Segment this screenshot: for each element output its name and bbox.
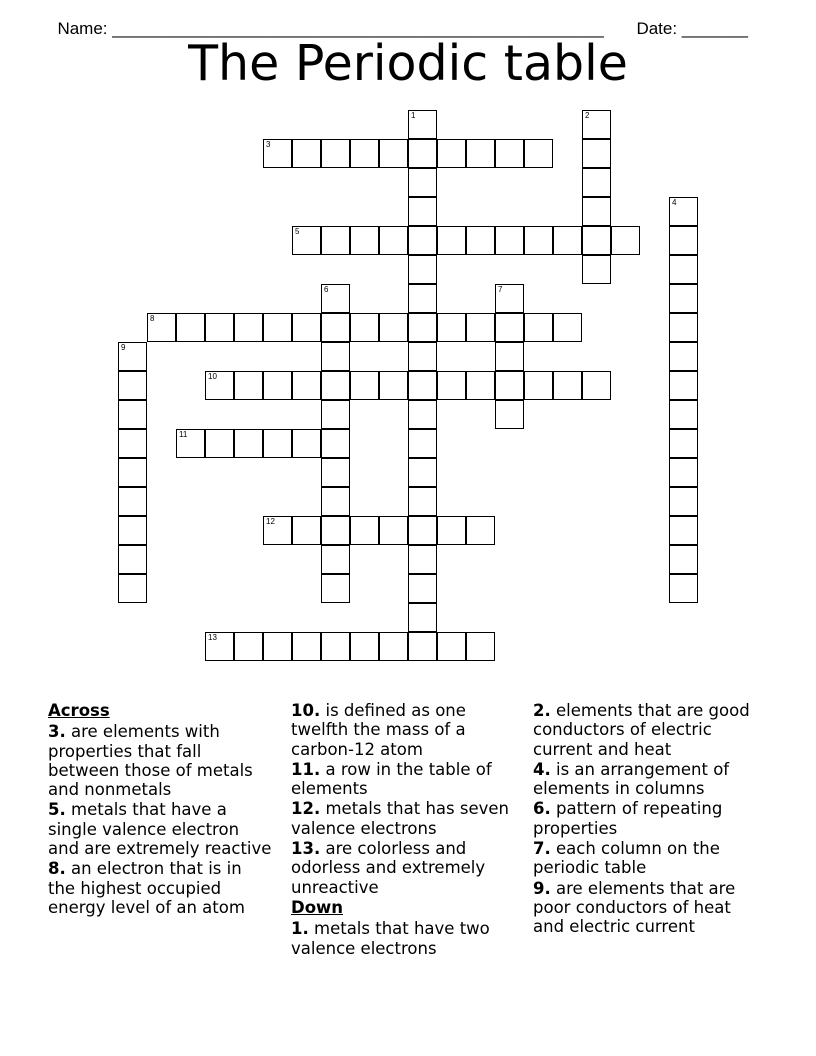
crossword-cell[interactable] xyxy=(408,458,437,487)
crossword-cell[interactable] xyxy=(176,313,205,342)
cell-number: 1 xyxy=(411,111,416,120)
crossword-cell[interactable] xyxy=(524,313,553,342)
crossword-cell[interactable] xyxy=(408,197,437,226)
crossword-cell[interactable] xyxy=(118,458,147,487)
crossword-cell[interactable] xyxy=(669,516,698,545)
crossword-cell[interactable] xyxy=(263,139,292,168)
clue-text: elements that are good conductors of electric current and heat xyxy=(533,701,750,759)
clue-down-9 xyxy=(533,879,758,937)
crossword-cell[interactable] xyxy=(495,371,524,400)
crossword-cell[interactable] xyxy=(553,313,582,342)
cell-number: 10 xyxy=(208,372,217,381)
cell-number: 7 xyxy=(498,285,503,294)
crossword-cell[interactable] xyxy=(263,313,292,342)
crossword-cell[interactable] xyxy=(582,226,611,255)
cell-number: 12 xyxy=(266,517,275,526)
crossword-cell[interactable] xyxy=(669,226,698,255)
crossword-cell[interactable] xyxy=(466,226,495,255)
cell-number: 11 xyxy=(179,430,188,439)
crossword-cell[interactable] xyxy=(379,632,408,661)
clue-text: pattern of repeating properties xyxy=(533,799,723,838)
crossword-cell[interactable] xyxy=(292,632,321,661)
cell-number: 13 xyxy=(208,633,217,642)
crossword-cell[interactable] xyxy=(408,255,437,284)
crossword-cell[interactable] xyxy=(408,284,437,313)
crossword-cell[interactable] xyxy=(379,226,408,255)
clue-number: 3. xyxy=(48,722,66,742)
crossword-cell[interactable] xyxy=(350,516,379,545)
crossword-cell[interactable] xyxy=(582,197,611,226)
crossword-cell[interactable] xyxy=(234,371,263,400)
clue-down-7 xyxy=(533,839,758,878)
crossword-cell[interactable] xyxy=(669,545,698,574)
crossword-cell[interactable] xyxy=(292,429,321,458)
crossword-cell[interactable] xyxy=(350,226,379,255)
crossword-cell[interactable] xyxy=(553,226,582,255)
crossword-cell[interactable] xyxy=(321,139,350,168)
crossword-cell[interactable] xyxy=(582,371,611,400)
crossword-cell[interactable] xyxy=(379,313,408,342)
crossword-cell[interactable] xyxy=(263,371,292,400)
clue-number: 11. xyxy=(291,759,321,779)
crossword-cell[interactable] xyxy=(263,516,292,545)
crossword-cell[interactable] xyxy=(669,342,698,371)
crossword-cell[interactable] xyxy=(205,313,234,342)
cell-number: 6 xyxy=(324,285,329,294)
clue-text: is an arrangement of elements in columns xyxy=(533,759,730,799)
clue-text: is defined as one twelfth the mass of a carbon-12 atom xyxy=(291,701,466,759)
crossword-cell[interactable] xyxy=(147,313,176,342)
clue-number: 13. xyxy=(291,839,321,859)
clue-number: 7. xyxy=(533,839,551,859)
crossword-cell[interactable] xyxy=(263,632,292,661)
cell-number: 3 xyxy=(266,140,271,149)
crossword-cell[interactable] xyxy=(379,139,408,168)
crossword-cell[interactable] xyxy=(321,429,350,458)
crossword-cell[interactable] xyxy=(408,632,437,661)
crossword-cell[interactable] xyxy=(118,487,147,516)
cell-number: 8 xyxy=(150,314,155,323)
page-title: The Periodic table xyxy=(188,35,628,92)
crossword-cell[interactable] xyxy=(669,313,698,342)
crossword-cell[interactable] xyxy=(582,255,611,284)
cell-number: 5 xyxy=(295,227,300,236)
crossword-cell[interactable] xyxy=(350,313,379,342)
crossword-cell[interactable] xyxy=(408,168,437,197)
clue-down-4 xyxy=(533,760,758,799)
crossword-cell[interactable] xyxy=(408,226,437,255)
clue-text: metals that has seven valence electrons xyxy=(291,799,509,838)
clue-number: 5. xyxy=(48,800,66,820)
crossword-cell[interactable] xyxy=(437,313,466,342)
crossword-cell[interactable] xyxy=(321,400,350,429)
crossword-cell[interactable] xyxy=(582,168,611,197)
clue-across-11 xyxy=(291,760,516,799)
crossword-cell[interactable] xyxy=(408,342,437,371)
crossword-cell[interactable] xyxy=(321,371,350,400)
crossword-cell[interactable] xyxy=(669,255,698,284)
crossword-cell[interactable] xyxy=(669,284,698,313)
clue-column-1 xyxy=(48,701,273,918)
crossword-cell[interactable] xyxy=(408,545,437,574)
clue-text: metals that have two valence electrons xyxy=(291,919,490,958)
down-heading: Down xyxy=(291,897,344,917)
name-line[interactable]: ____________________________________________________ xyxy=(112,19,604,38)
crossword-cell[interactable] xyxy=(118,429,147,458)
crossword-cell[interactable] xyxy=(408,516,437,545)
crossword-cell[interactable] xyxy=(524,371,553,400)
crossword-cell[interactable] xyxy=(321,313,350,342)
crossword-cell[interactable] xyxy=(205,371,234,400)
clue-number: 10. xyxy=(291,701,321,720)
crossword-cell[interactable] xyxy=(669,371,698,400)
crossword-cell[interactable] xyxy=(350,371,379,400)
crossword-cell[interactable] xyxy=(408,487,437,516)
crossword-cell[interactable] xyxy=(379,371,408,400)
clue-number: 1. xyxy=(291,919,309,939)
clue-number: 9. xyxy=(533,878,551,898)
clue-column-2 xyxy=(291,701,516,959)
crossword-cell[interactable] xyxy=(466,313,495,342)
crossword-cell[interactable] xyxy=(176,429,205,458)
crossword-cell[interactable] xyxy=(437,226,466,255)
crossword-cell[interactable] xyxy=(495,400,524,429)
crossword-cell[interactable] xyxy=(466,516,495,545)
crossword-cell[interactable] xyxy=(495,284,524,313)
crossword-cell[interactable] xyxy=(669,458,698,487)
crossword-cell[interactable] xyxy=(263,429,292,458)
crossword-cell[interactable] xyxy=(669,197,698,226)
clue-across-3 xyxy=(48,722,273,799)
clue-text: each column on the periodic table xyxy=(533,839,720,878)
date-label: Date: xyxy=(636,19,682,38)
clue-text: an electron that is in the highest occupied energy level of an atom xyxy=(48,859,245,917)
crossword-cell[interactable] xyxy=(350,632,379,661)
crossword-cell[interactable] xyxy=(582,139,611,168)
crossword-cell[interactable] xyxy=(234,632,263,661)
clue-number: 6. xyxy=(533,799,551,819)
clue-number: 2. xyxy=(533,701,551,720)
clue-text: are elements that are poor conductors of heat and electric current xyxy=(533,878,736,937)
crossword-cell[interactable] xyxy=(321,284,350,313)
crossword-cell[interactable] xyxy=(321,516,350,545)
clue-down-1 xyxy=(291,919,516,958)
cell-number: 4 xyxy=(672,198,677,207)
crossword-cell[interactable] xyxy=(118,371,147,400)
crossword-cell[interactable] xyxy=(205,429,234,458)
crossword-cell[interactable] xyxy=(582,110,611,139)
crossword-cell[interactable] xyxy=(408,400,437,429)
crossword-cell[interactable] xyxy=(495,313,524,342)
clue-across-5 xyxy=(48,800,273,858)
crossword-cell[interactable] xyxy=(437,371,466,400)
name-label: Name: xyxy=(57,19,113,38)
crossword-cell[interactable] xyxy=(292,371,321,400)
crossword-cell[interactable] xyxy=(495,139,524,168)
crossword-cell[interactable] xyxy=(321,545,350,574)
crossword-cell[interactable] xyxy=(495,342,524,371)
clue-down-2 xyxy=(533,701,758,759)
crossword-cell[interactable] xyxy=(437,632,466,661)
crossword-cell[interactable] xyxy=(292,139,321,168)
clue-text: are elements with properties that fall between those of metals and nonmetals xyxy=(48,722,253,800)
crossword-cell[interactable] xyxy=(408,429,437,458)
crossword-cell[interactable] xyxy=(524,139,553,168)
crossword-cell[interactable] xyxy=(466,371,495,400)
clue-across-12 xyxy=(291,799,516,838)
clue-across-8 xyxy=(48,859,273,917)
crossword-cell[interactable] xyxy=(321,226,350,255)
crossword-cell[interactable] xyxy=(437,516,466,545)
crossword-cell[interactable] xyxy=(118,545,147,574)
crossword-cell[interactable] xyxy=(350,139,379,168)
crossword-cell[interactable] xyxy=(408,110,437,139)
crossword-cell[interactable] xyxy=(466,632,495,661)
crossword-cell[interactable] xyxy=(321,342,350,371)
crossword-cell[interactable] xyxy=(408,139,437,168)
crossword-cell[interactable] xyxy=(292,226,321,255)
cell-number: 2 xyxy=(585,111,590,120)
clue-number: 8. xyxy=(48,859,66,879)
clue-down-6 xyxy=(533,799,758,838)
crossword-cell[interactable] xyxy=(321,487,350,516)
crossword-cell[interactable] xyxy=(234,429,263,458)
clue-across-10 xyxy=(291,701,516,759)
crossword-cell[interactable] xyxy=(118,342,147,371)
crossword-cell[interactable] xyxy=(234,313,263,342)
crossword-cell[interactable] xyxy=(292,516,321,545)
crossword-cell[interactable] xyxy=(321,458,350,487)
crossword-cell[interactable] xyxy=(669,400,698,429)
cell-number: 9 xyxy=(121,343,126,352)
crossword-cell[interactable] xyxy=(437,139,466,168)
crossword-cell[interactable] xyxy=(466,139,495,168)
clue-number: 12. xyxy=(291,799,321,819)
crossword-cell[interactable] xyxy=(611,226,640,255)
crossword-cell[interactable] xyxy=(408,603,437,632)
crossword-cell[interactable] xyxy=(408,574,437,603)
crossword-cell[interactable] xyxy=(321,574,350,603)
crossword-cell[interactable] xyxy=(379,516,408,545)
crossword-cell[interactable] xyxy=(669,574,698,603)
crossword-cell[interactable] xyxy=(408,313,437,342)
crossword-cell[interactable] xyxy=(495,226,524,255)
crossword-cell[interactable] xyxy=(524,226,553,255)
clue-column-3 xyxy=(533,701,758,938)
crossword-cell[interactable] xyxy=(205,632,234,661)
crossword-cell[interactable] xyxy=(321,632,350,661)
crossword-cell[interactable] xyxy=(408,371,437,400)
clue-text: a row in the table of elements xyxy=(291,759,492,799)
crossword-cell[interactable] xyxy=(118,400,147,429)
crossword-cell[interactable] xyxy=(292,313,321,342)
date-line[interactable]: _______ xyxy=(681,19,748,38)
crossword-cell[interactable] xyxy=(669,429,698,458)
across-heading: Across xyxy=(48,701,110,720)
clue-across-13 xyxy=(291,839,516,897)
clue-number: 4. xyxy=(533,759,551,779)
crossword-cell[interactable] xyxy=(118,516,147,545)
crossword-cell[interactable] xyxy=(669,487,698,516)
clue-text: metals that have a single valence electron and are extremely reactive xyxy=(48,800,272,859)
clue-text: are colorless and odorless and extremely unreactive xyxy=(291,839,486,897)
crossword-cell[interactable] xyxy=(118,574,147,603)
crossword-cell[interactable] xyxy=(553,371,582,400)
